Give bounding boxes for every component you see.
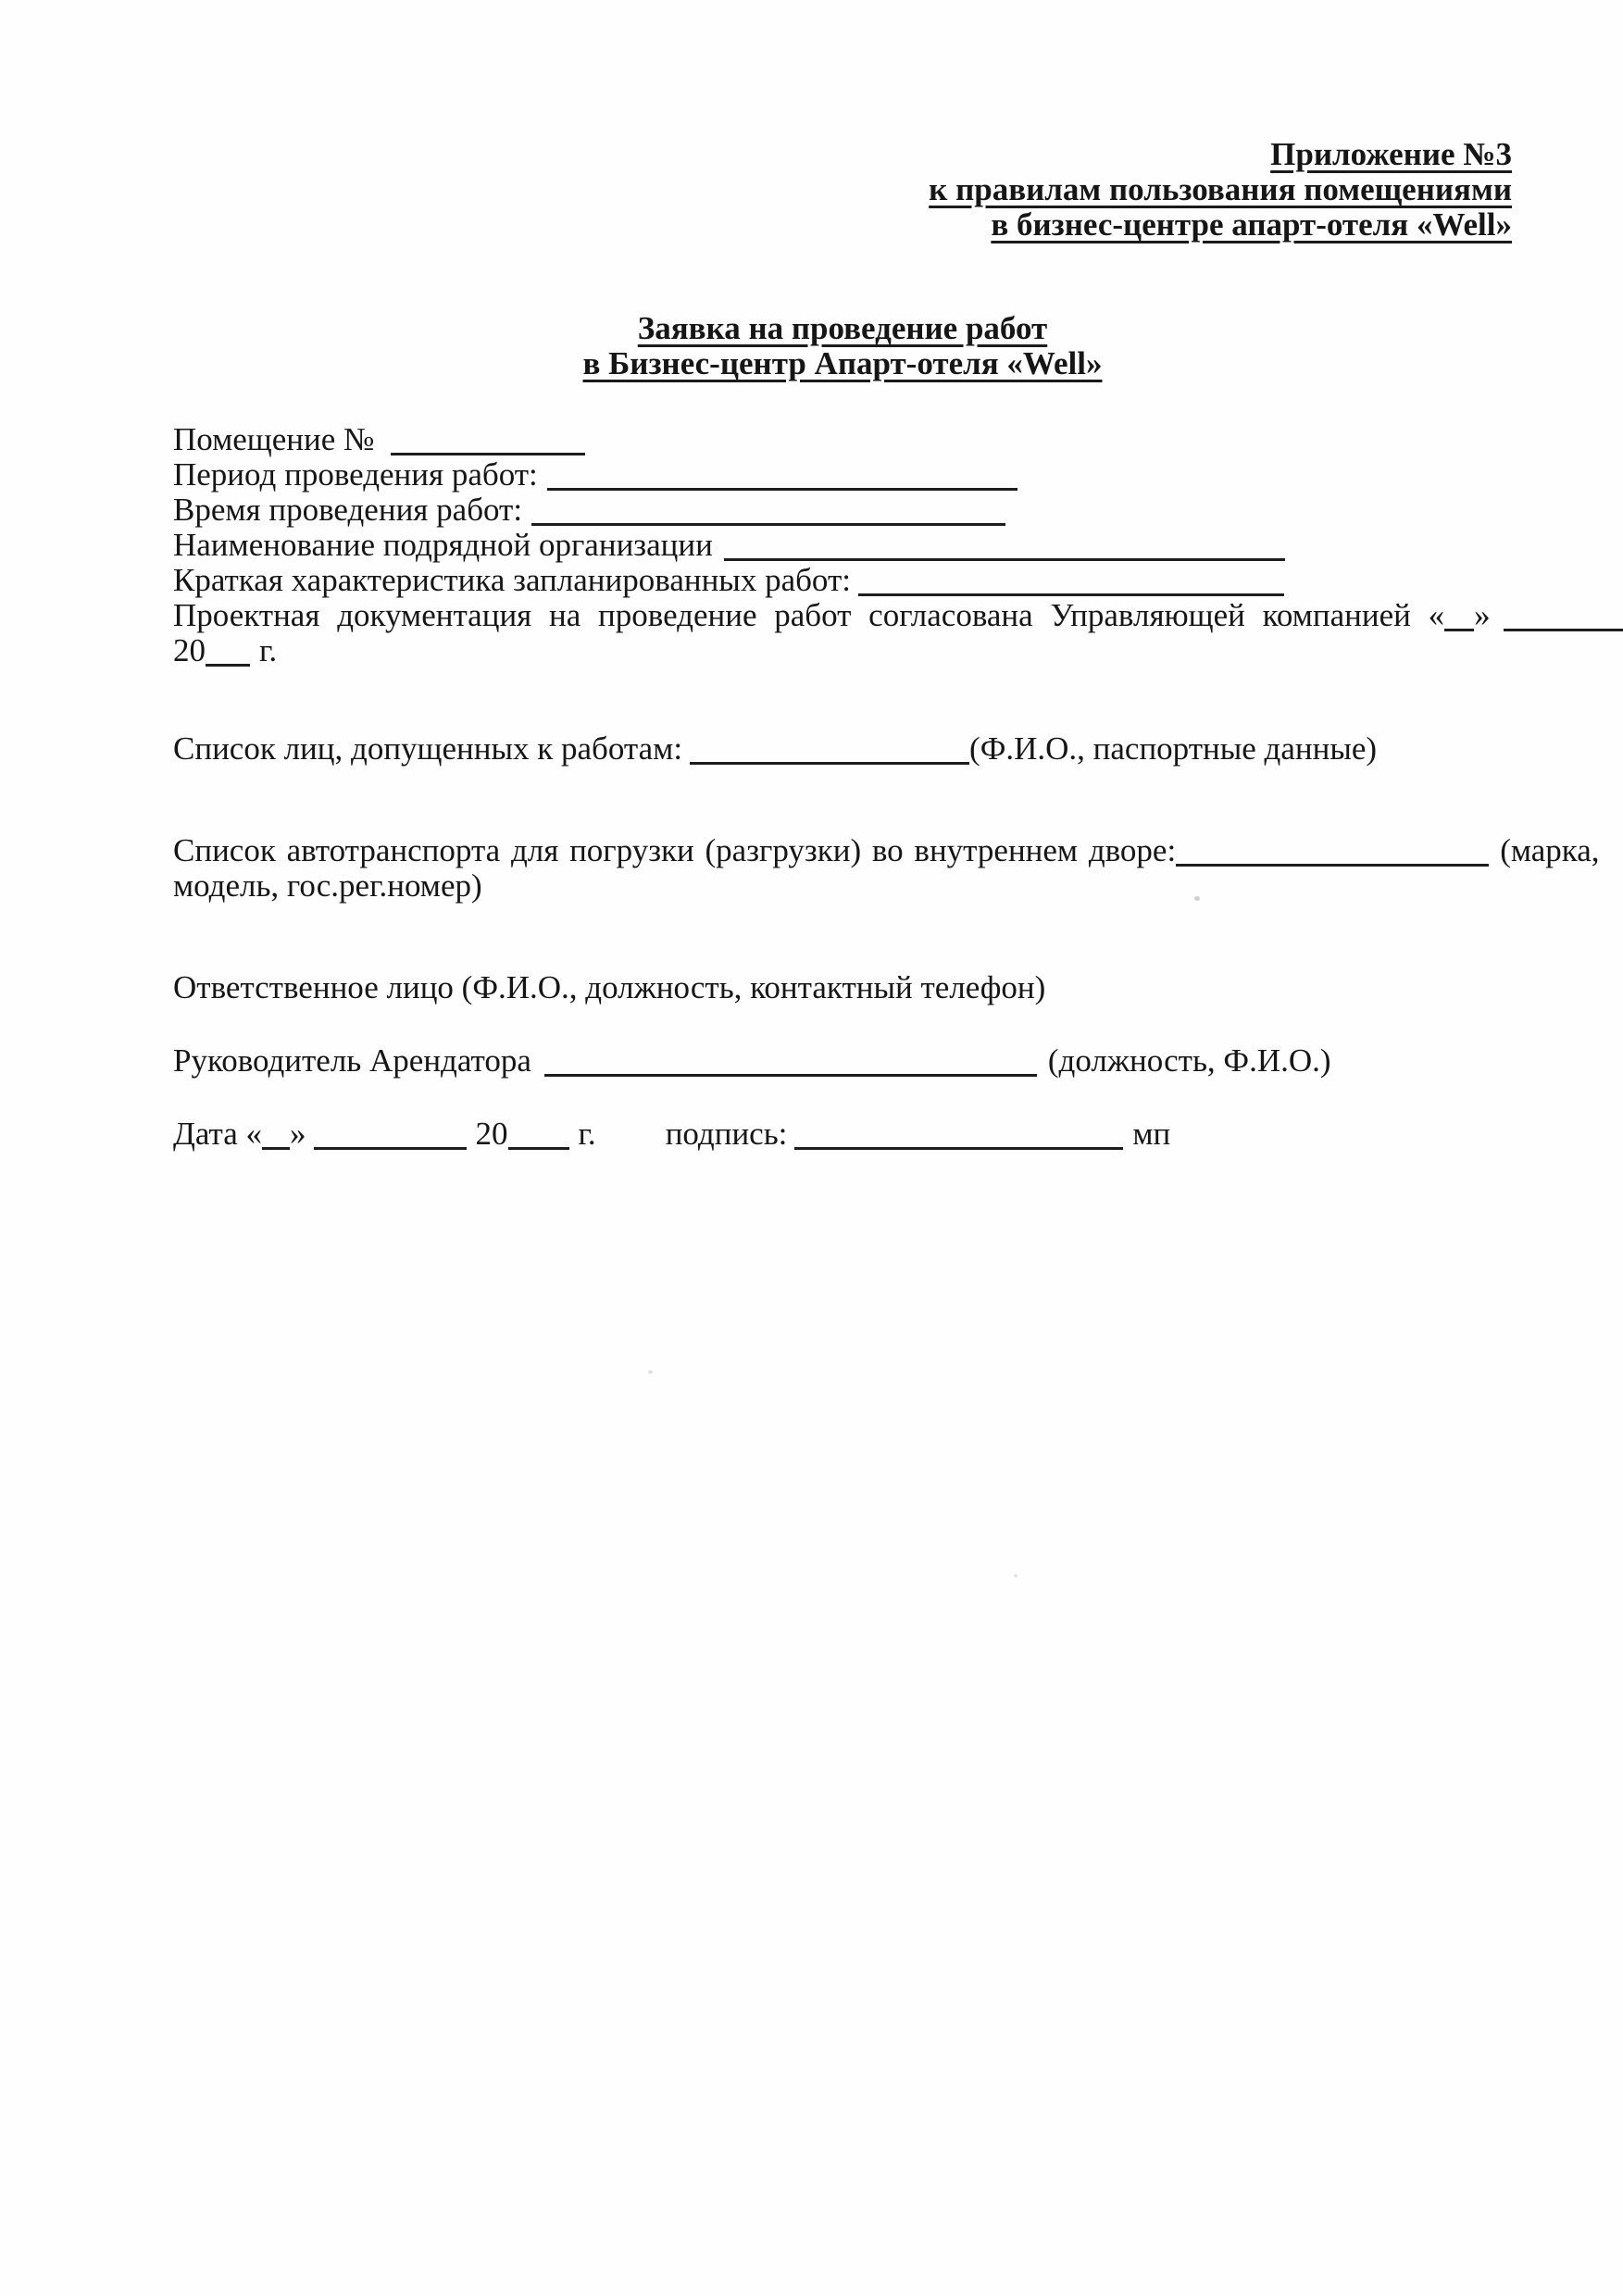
workers-fill-line[interactable] [690,762,969,765]
date-year-prefix: 20 [475,1116,508,1152]
field-period [173,457,1512,493]
vehicles-line2 [173,868,1512,904]
scan-speck [1194,896,1200,901]
vehicles-line1 [173,832,1600,868]
approval-close-quote: » [1474,597,1491,633]
period-label: Период проведения работ: [173,456,538,493]
time-label: Время проведения работ: [173,492,523,528]
appendix-number: Приложение №3 [1270,136,1512,172]
form-title [173,311,1512,381]
date-month-fill-line[interactable] [314,1147,467,1150]
scan-speck [648,1370,653,1374]
field-workers [173,731,1512,767]
vehicles-hint-part1: (марка, [1500,832,1600,868]
approval-label: Проектная документация на проведение работ согласована Управляющей компанией « [173,597,1445,633]
time-fill-line[interactable] [531,523,1005,526]
vehicles-label: Список автотранспорта для погрузки (разгрузки) во внутреннем дворе: [173,832,1177,868]
approval-year-prefix: 20 [173,632,206,668]
form-title-line1: Заявка на проведение работ [637,310,1048,346]
vehicles-fill-line[interactable] [1176,864,1489,867]
form-title-line2: в Бизнес-центр Апарт-отеля «Well» [582,345,1103,381]
approval-day-fill-line[interactable] [1444,629,1474,631]
form-fields [173,422,1512,668]
approval-month-fill-line[interactable] [1504,629,1623,631]
tenant-head-hint: (должность, Ф.И.О.) [1047,1042,1331,1079]
room-label: Помещение № [173,421,375,457]
approval-year-fill-line[interactable] [206,664,250,667]
signature-fill-line[interactable] [794,1147,1123,1150]
workers-label: Список лиц, допущенных к работам: [173,730,683,767]
works-fill-line[interactable] [858,593,1284,596]
vehicles-hint-part2: модель, гос.рег.номер) [173,867,482,904]
field-tenant-head [173,1043,1512,1079]
field-responsible [173,970,1512,1005]
stamp-label: мп [1132,1116,1171,1152]
scan-speck [1014,1574,1017,1578]
contractor-fill-line[interactable] [724,558,1285,561]
appendix-rules-ref: к правилам пользования помещениями [929,171,1512,207]
workers-hint: (Ф.И.О., паспортные данные) [969,730,1378,767]
date-day-fill-line[interactable] [262,1147,290,1150]
date-label: Дата « [173,1116,263,1152]
date-year-suffix: г. [578,1116,596,1152]
field-date-signature [173,1117,1512,1152]
contractor-label: Наименование подрядной организации [173,527,713,563]
appendix-location-ref: в бизнес-центре апарт-отеля «Well» [991,206,1512,243]
tenant-head-label: Руководитель Арендатора [173,1042,531,1079]
field-approval [173,598,1512,633]
date-close-quote: » [290,1116,306,1152]
field-approval-year [173,633,1512,668]
signature-label: подпись: [665,1116,788,1152]
appendix-header [173,137,1512,243]
room-fill-line[interactable] [391,453,585,455]
period-fill-line[interactable] [547,488,1017,491]
works-label: Краткая характеристика запланированных работ: [173,562,851,598]
tenant-head-fill-line[interactable] [544,1074,1037,1077]
field-vehicles [173,832,1600,904]
field-contractor [173,528,1512,563]
field-works [173,563,1512,598]
field-time [173,493,1512,528]
approval-year-suffix: г. [259,632,278,668]
field-room [173,422,1512,457]
date-year-fill-line[interactable] [508,1147,569,1150]
responsible-label: Ответственное лицо (Ф.И.О., должность, контактный телефон) [173,969,1046,1005]
